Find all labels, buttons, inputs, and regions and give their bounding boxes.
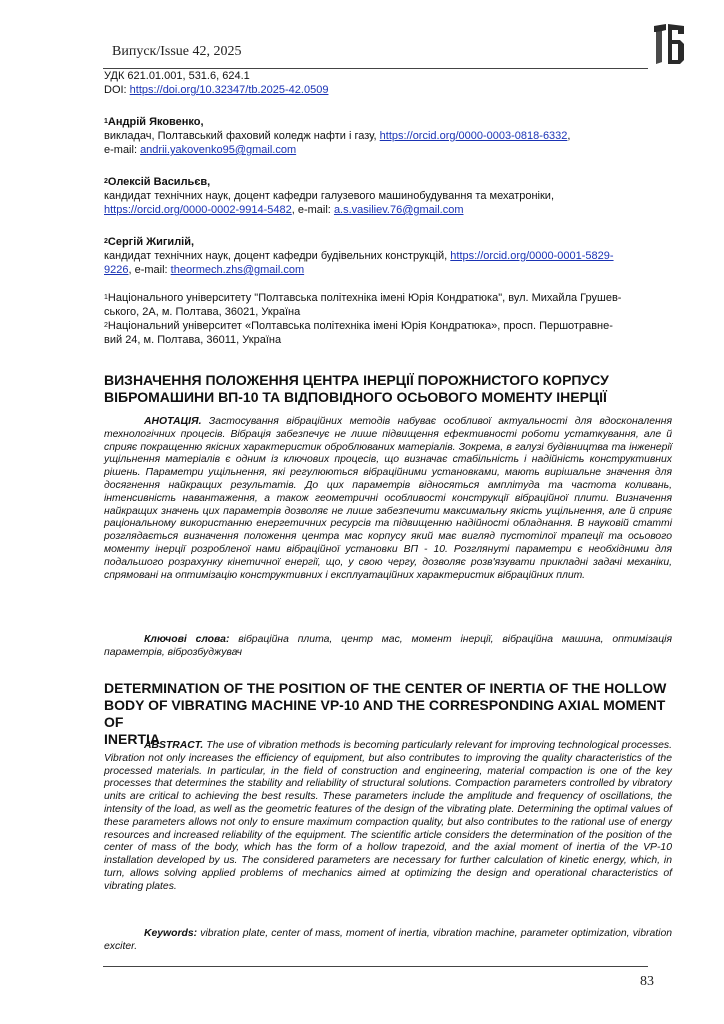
journal-issue: Випуск/Issue 42, 2025 — [112, 44, 242, 59]
affiliation-1: $^1$Національного університету "Полтавська політехніка імені Юрія Кондратюка", вул. Михайла Грушев- — [104, 292, 622, 304]
keywords-uk — [104, 634, 672, 660]
doi-link[interactable]: https://doi.org/10.32347/tb.2025-42.0509 — [129, 84, 329, 96]
author-3-orcid-cont[interactable]: 9226 — [104, 264, 129, 276]
abstract-en-text: The use of vibration methods is becoming particularly relevant for improving technological processes. Vibration not only increases the efficiency of equipment, but also contributes to improving the quality characteristics of the processed materials. In particular, in the field of construction and engineering, material compaction is one of the key processes that determines the stability and reliability of structural solutions. Compaction parameters controlled by vibratory units are critical to achieving the best results. These parameters include the amplitude and frequency of oscillations, the intensity of the load, as well as the geometric features of the design of the vibrating plate. Determining the optimal values of these parameters allows not only to ensure maximum compaction quality, but also contributes to the rational use of energy resources and increased reliability of the equipment. The scientific article considers the determination of the position of the center of mass of the body, which has the form of a hollow trapezoid, and the axial moment of inertia of the VP-10 installation developed by us. The considered parameters are necessary for further calculation of kinetic energy, which, in turn, allows solving applied problems of mechanics aimed at optimizing the design and operational characteristics of vibrating plates. — [104, 740, 672, 892]
author-3-links: 9226, e-mail: theormech.zhs@gmail.com — [104, 264, 305, 276]
affiliation-2: $^2$Національний університет «Полтавська політехніка імені Юрія Кондратюка», просп. Першотравне- — [104, 320, 613, 332]
page-number: 83 — [640, 974, 654, 989]
author-3-orcid[interactable]: https://orcid.org/0000-0001-5829- — [450, 250, 614, 262]
author-2-orcid[interactable]: https://orcid.org/0000-0002-9914-5482 — [104, 204, 292, 216]
author-2-name: $^2$Олексій Васильєв, — [104, 176, 211, 188]
author-2-links: https://orcid.org/0000-0002-9914-5482, e-mail: a.s.vasiliev.76@gmail.com — [104, 204, 464, 216]
author-1-name: $^1$Андрій Яковенко, — [104, 116, 204, 128]
footer-divider — [103, 966, 648, 967]
keywords-uk-label: Ключові слова: — [144, 634, 230, 645]
abstract-en-label: ABSTRACT. — [144, 740, 204, 751]
doi-line — [104, 84, 328, 97]
abstract-en — [104, 740, 672, 894]
author-1-orcid[interactable]: https://orcid.org/0000-0003-0818-6332 — [379, 130, 568, 142]
udc-code: УДК 621.01.001, 531.6, 624.1 — [104, 70, 250, 82]
journal-logo — [650, 22, 688, 66]
author-1-email[interactable]: andrii.yakovenko95@gmail.com — [140, 144, 297, 156]
author-2-email[interactable]: a.s.vasiliev.76@gmail.com — [333, 204, 464, 216]
doi-label: DOI: — [104, 84, 130, 96]
keywords-uk-text: вібраційна плита, центр мас, момент інерції, вібраційна машина, оптимізація параметрів, віброзбуджувач — [104, 634, 672, 658]
author-3-name: $^2$Сергій Жигилій, — [104, 236, 195, 248]
author-3-position: кандидат технічних наук, доцент кафедри будівельних конструкцій, https://orcid.org/0000-0001-5829- — [104, 250, 614, 262]
header-divider — [103, 68, 648, 69]
article-title-en: DETERMINATION OF THE POSITION OF THE CENTER OF INERTIA OF THE HOLLOW BODY OF VIBRATING MACHINE VP-10 AND THE CORRESPONDING AXIAL MOMENT OF INERTIA — [104, 680, 667, 747]
author-2-position: кандидат технічних наук, доцент кафедри галузевого машинобудування та мехатроніки, — [104, 190, 555, 202]
abstract-uk — [104, 416, 672, 582]
author-1-email-line: e-mail: andrii.yakovenko95@gmail.com — [104, 144, 297, 156]
keywords-en-label: Keywords: — [144, 928, 198, 939]
article-title-uk: ВИЗНАЧЕННЯ ПОЛОЖЕННЯ ЦЕНТРА ІНЕРЦІЇ ПОРОЖНИСТОГО КОРПУСУ ВІБРОМАШИНИ ВП-10 ТА ВІДПОВІДНОГО ОСЬОВОГО МОМЕНТУ ІНЕРЦІЇ — [104, 372, 609, 405]
author-3-email[interactable]: theormech.zhs@gmail.com — [170, 264, 305, 276]
abstract-uk-text: Застосування вібраційних методів набуває особливої актуальності для вдосконалення технологічних процесів. Вібрація забезпечує не лише підвищення ефективності роботи устаткування, але й сприяє покращенню якісних характеристик оброблюваних матеріалів. Зокрема, в галузі будівництва та інженерії ущільнення матеріалів є одним із ключових процесів, що визначає стабільність і надійність конструктивних рішень. Параметри ущільнення, які регулюються вібраційними установками, мають вирішальне значення для досягнення найкращих результатів. До цих параметрів відносяться амплітуда та частота коливань, інтенсивність навантаження, а також геометричні особливості конструкції вібраційної плити. Визначення найкращих значень цих параметрів дозволяє не лише забезпечити максимальну якість ущільнення, але й сприяє раціональному використанню енергетичних ресурсів та підвищенню надійності обладнання. В науковій статті розглядається визначення положення центра мас корпусу який має вигляд пустотілої трапеції та осьового моменту інерції розробленої нами вібраційної установки ВП - 10. Розглянуті параметри є необхідними для подальшого розрахунку кінетичної енергії, що, у свою чергу, дозволяє розв'язувати прикладні задачі механіки, спрямовані на оптимізацію конструктивних і експлуатаційних характеристик вібраційних плит. — [104, 416, 672, 581]
keywords-en — [104, 928, 672, 954]
keywords-en-text: vibration plate, center of mass, moment of inertia, vibration machine, parameter optimization, vibration exciter. — [104, 928, 672, 952]
abstract-uk-label: АНОТАЦІЯ. — [144, 416, 202, 427]
affiliation-2-cont: вий 24, м. Полтава, 36011, Україна — [104, 334, 282, 346]
author-1-position: викладач, Полтавський фаховий коледж нафти і газу, https://orcid.org/0000-0003-0818-6332, — [104, 130, 571, 142]
affiliation-1-cont: ського, 2А, м. Полтава, 36021, Україна — [104, 306, 301, 318]
